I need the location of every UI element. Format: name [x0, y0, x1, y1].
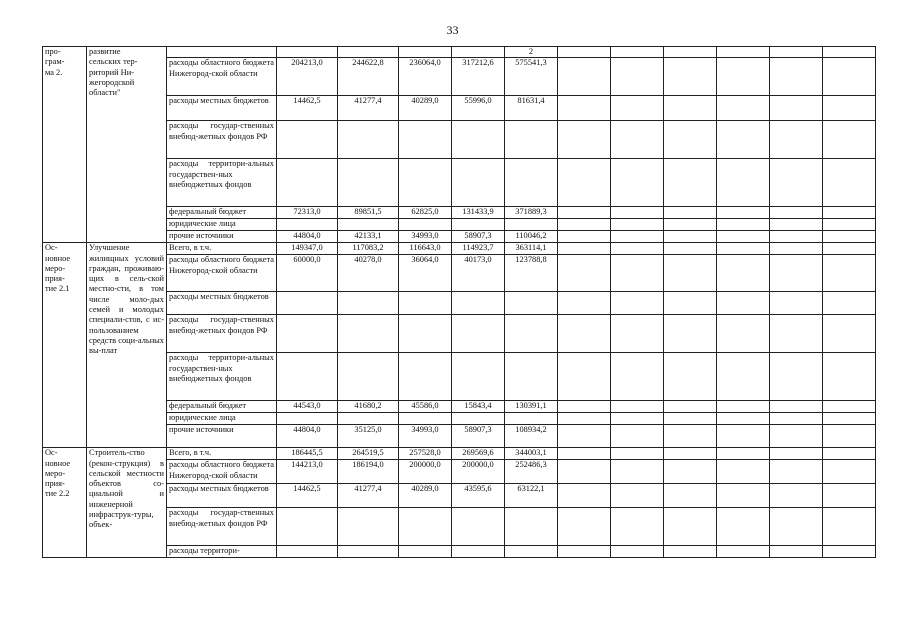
- empty-cell: [823, 484, 876, 508]
- value-cell: [452, 413, 505, 425]
- value-cell: [452, 508, 505, 546]
- empty-cell: [558, 448, 611, 460]
- empty-cell: [558, 413, 611, 425]
- empty-cell: [770, 207, 823, 219]
- empty-cell: [823, 159, 876, 207]
- empty-cell: [823, 47, 876, 58]
- value-cell: [505, 508, 558, 546]
- source-name: Всего, в т.ч.: [167, 448, 277, 460]
- empty-cell: [717, 159, 770, 207]
- empty-cell: [717, 448, 770, 460]
- source-name: расходы государ-ственных внебюд-жетных фондов РФ: [167, 315, 277, 353]
- value-cell: 252486,3: [505, 460, 558, 484]
- empty-cell: [664, 413, 717, 425]
- source-name: расходы местных бюджетов: [167, 96, 277, 121]
- value-cell: [452, 315, 505, 353]
- empty-cell: [558, 243, 611, 255]
- empty-cell: [611, 159, 664, 207]
- value-cell: 40173,0: [452, 255, 505, 292]
- source-name: федеральный бюджет: [167, 207, 277, 219]
- empty-cell: [664, 484, 717, 508]
- measure-label: Ос- новное меро- прия- тие 2.2: [43, 448, 87, 558]
- empty-cell: [664, 546, 717, 558]
- empty-cell: [770, 47, 823, 58]
- empty-cell: [558, 207, 611, 219]
- empty-cell: [823, 401, 876, 413]
- value-cell: [338, 546, 399, 558]
- empty-cell: [611, 315, 664, 353]
- table-row: [43, 413, 876, 425]
- source-name: расходы областного бюджета Нижегород-ской области: [167, 58, 277, 96]
- value-cell: [399, 47, 452, 58]
- empty-cell: [823, 546, 876, 558]
- value-cell: 81631,4: [505, 96, 558, 121]
- source-name: юридические лица: [167, 413, 277, 425]
- empty-cell: [664, 401, 717, 413]
- source-name: федеральный бюджет: [167, 401, 277, 413]
- empty-cell: [664, 353, 717, 401]
- value-cell: [505, 292, 558, 315]
- empty-cell: [664, 292, 717, 315]
- value-cell: [277, 508, 338, 546]
- empty-cell: [664, 425, 717, 448]
- value-cell: [505, 413, 558, 425]
- empty-cell: [558, 159, 611, 207]
- source-name: расходы местных бюджетов: [167, 484, 277, 508]
- empty-cell: [558, 546, 611, 558]
- empty-cell: [770, 243, 823, 255]
- value-cell: [399, 159, 452, 207]
- empty-cell: [717, 219, 770, 231]
- empty-cell: [770, 401, 823, 413]
- source-name: расходы местных бюджетов: [167, 292, 277, 315]
- empty-cell: [770, 292, 823, 315]
- value-cell: 114923,7: [452, 243, 505, 255]
- empty-cell: [823, 231, 876, 243]
- table-row: [43, 255, 876, 292]
- empty-cell: [558, 58, 611, 96]
- page-number: 33: [446, 23, 459, 37]
- empty-cell: [611, 401, 664, 413]
- value-cell: 41277,4: [338, 96, 399, 121]
- value-cell: [338, 219, 399, 231]
- empty-cell: [717, 546, 770, 558]
- table-row: [43, 292, 876, 315]
- empty-cell: [611, 255, 664, 292]
- value-cell: 14462,5: [277, 484, 338, 508]
- value-cell: 131433,9: [452, 207, 505, 219]
- empty-cell: [823, 292, 876, 315]
- empty-cell: [823, 460, 876, 484]
- source-name: расходы областного бюджета Нижегород-ской области: [167, 255, 277, 292]
- empty-cell: [664, 315, 717, 353]
- empty-cell: [558, 401, 611, 413]
- value-cell: 89851,5: [338, 207, 399, 219]
- empty-cell: [717, 353, 770, 401]
- empty-cell: [558, 508, 611, 546]
- value-cell: [399, 121, 452, 159]
- empty-cell: [770, 58, 823, 96]
- value-cell: 317212,6: [452, 58, 505, 96]
- empty-cell: [611, 460, 664, 484]
- empty-cell: [664, 47, 717, 58]
- value-cell: 58907,3: [452, 425, 505, 448]
- value-cell: 575541,3: [505, 58, 558, 96]
- source-name: расходы территори-: [167, 546, 277, 558]
- value-cell: [452, 121, 505, 159]
- empty-cell: [770, 448, 823, 460]
- value-cell: [452, 159, 505, 207]
- value-cell: [277, 292, 338, 315]
- value-cell: 236064,0: [399, 58, 452, 96]
- value-cell: 36064,0: [399, 255, 452, 292]
- empty-cell: [558, 47, 611, 58]
- value-cell: [399, 413, 452, 425]
- value-cell: 130391,1: [505, 401, 558, 413]
- value-cell: 44543,0: [277, 401, 338, 413]
- empty-cell: [770, 425, 823, 448]
- empty-cell: [717, 231, 770, 243]
- empty-cell: [717, 292, 770, 315]
- empty-cell: [823, 448, 876, 460]
- value-cell: 62825,0: [399, 207, 452, 219]
- source-name: расходы территори-альных государствен-ных внебюджетных фондов: [167, 353, 277, 401]
- table-row: [43, 47, 876, 58]
- empty-cell: [823, 315, 876, 353]
- empty-cell: [558, 353, 611, 401]
- empty-cell: [717, 207, 770, 219]
- value-cell: [452, 47, 505, 58]
- source-name: прочие источники: [167, 231, 277, 243]
- table-row: [43, 448, 876, 460]
- empty-cell: [664, 58, 717, 96]
- empty-cell: [823, 58, 876, 96]
- empty-cell: [611, 231, 664, 243]
- value-cell: 257528,0: [399, 448, 452, 460]
- value-cell: 2: [505, 47, 558, 58]
- empty-cell: [823, 255, 876, 292]
- empty-cell: [770, 460, 823, 484]
- value-cell: [338, 47, 399, 58]
- empty-cell: [717, 460, 770, 484]
- table-row: [43, 231, 876, 243]
- value-cell: 34993,0: [399, 425, 452, 448]
- source-name: расходы территори-альных государствен-ных внебюджетных фондов: [167, 159, 277, 207]
- value-cell: 117083,2: [338, 243, 399, 255]
- empty-cell: [717, 484, 770, 508]
- empty-cell: [717, 315, 770, 353]
- value-cell: 44804,0: [277, 231, 338, 243]
- value-cell: [338, 121, 399, 159]
- value-cell: [399, 508, 452, 546]
- value-cell: 269569,6: [452, 448, 505, 460]
- value-cell: 41277,4: [338, 484, 399, 508]
- empty-cell: [558, 255, 611, 292]
- empty-cell: [558, 425, 611, 448]
- empty-cell: [823, 207, 876, 219]
- table-row: [43, 207, 876, 219]
- value-cell: [452, 546, 505, 558]
- table-row: [43, 58, 876, 96]
- value-cell: 35125,0: [338, 425, 399, 448]
- value-cell: [338, 413, 399, 425]
- value-cell: [277, 353, 338, 401]
- value-cell: 108934,2: [505, 425, 558, 448]
- value-cell: 186194,0: [338, 460, 399, 484]
- value-cell: [338, 353, 399, 401]
- value-cell: [277, 413, 338, 425]
- empty-cell: [558, 315, 611, 353]
- empty-cell: [823, 508, 876, 546]
- empty-cell: [664, 219, 717, 231]
- empty-cell: [611, 292, 664, 315]
- empty-cell: [611, 96, 664, 121]
- empty-cell: [611, 425, 664, 448]
- empty-cell: [611, 353, 664, 401]
- empty-cell: [770, 413, 823, 425]
- empty-cell: [558, 231, 611, 243]
- empty-cell: [823, 413, 876, 425]
- empty-cell: [611, 546, 664, 558]
- measure-title: развитие сельских тер- риторий Ни- жегородской области": [87, 47, 167, 243]
- empty-cell: [823, 353, 876, 401]
- empty-cell: [664, 207, 717, 219]
- empty-cell: [717, 401, 770, 413]
- value-cell: 264519,5: [338, 448, 399, 460]
- value-cell: 149347,0: [277, 243, 338, 255]
- budget-table: [42, 46, 876, 558]
- table-row: [43, 315, 876, 353]
- source-name: расходы государ-ственных внебюд-жетных фондов РФ: [167, 508, 277, 546]
- source-name: Всего, в т.ч.: [167, 243, 277, 255]
- value-cell: [399, 292, 452, 315]
- value-cell: [399, 546, 452, 558]
- value-cell: 43595,6: [452, 484, 505, 508]
- value-cell: [277, 315, 338, 353]
- value-cell: 40289,0: [399, 96, 452, 121]
- value-cell: [505, 219, 558, 231]
- value-cell: [452, 292, 505, 315]
- value-cell: [338, 159, 399, 207]
- empty-cell: [770, 255, 823, 292]
- value-cell: [277, 121, 338, 159]
- source-name: расходы областного бюджета Нижегород-ской области: [167, 460, 277, 484]
- value-cell: 40289,0: [399, 484, 452, 508]
- empty-cell: [664, 231, 717, 243]
- value-cell: 200000,0: [452, 460, 505, 484]
- empty-cell: [770, 121, 823, 159]
- value-cell: 200000,0: [399, 460, 452, 484]
- table-row: [43, 219, 876, 231]
- source-name: юридические лица: [167, 219, 277, 231]
- empty-cell: [770, 315, 823, 353]
- value-cell: 123788,8: [505, 255, 558, 292]
- empty-cell: [558, 292, 611, 315]
- value-cell: 204213,0: [277, 58, 338, 96]
- value-cell: 116643,0: [399, 243, 452, 255]
- table-row: [43, 508, 876, 546]
- table-row: [43, 546, 876, 558]
- value-cell: [277, 219, 338, 231]
- value-cell: 371889,3: [505, 207, 558, 219]
- empty-cell: [717, 47, 770, 58]
- value-cell: 42133,1: [338, 231, 399, 243]
- value-cell: 58907,3: [452, 231, 505, 243]
- table-row: [43, 243, 876, 255]
- empty-cell: [717, 255, 770, 292]
- empty-cell: [823, 96, 876, 121]
- value-cell: [338, 292, 399, 315]
- empty-cell: [770, 508, 823, 546]
- empty-cell: [664, 243, 717, 255]
- empty-cell: [558, 121, 611, 159]
- value-cell: [505, 159, 558, 207]
- value-cell: [452, 219, 505, 231]
- value-cell: 244622,8: [338, 58, 399, 96]
- empty-cell: [823, 121, 876, 159]
- empty-cell: [611, 413, 664, 425]
- value-cell: 40278,0: [338, 255, 399, 292]
- empty-cell: [611, 47, 664, 58]
- empty-cell: [717, 413, 770, 425]
- value-cell: 14462,5: [277, 96, 338, 121]
- value-cell: [505, 546, 558, 558]
- empty-cell: [611, 508, 664, 546]
- empty-cell: [717, 508, 770, 546]
- value-cell: 344003,1: [505, 448, 558, 460]
- measure-title: Улучшение жилищных условий граждан, проживаю-щих в сель-ской местно-сти, в том числе моло-дых семей и молодых специали-стов, с ис-пользованием средств соци-альных вы-плат: [87, 243, 167, 448]
- table-row: [43, 96, 876, 121]
- empty-cell: [611, 484, 664, 508]
- empty-cell: [664, 460, 717, 484]
- empty-cell: [717, 58, 770, 96]
- value-cell: 144213,0: [277, 460, 338, 484]
- empty-cell: [558, 460, 611, 484]
- value-cell: 41680,2: [338, 401, 399, 413]
- empty-cell: [770, 231, 823, 243]
- table-row: [43, 484, 876, 508]
- empty-cell: [611, 448, 664, 460]
- source-name: прочие источники: [167, 425, 277, 448]
- empty-cell: [664, 121, 717, 159]
- empty-cell: [770, 96, 823, 121]
- value-cell: [277, 47, 338, 58]
- value-cell: [505, 121, 558, 159]
- empty-cell: [823, 243, 876, 255]
- measure-label: про- грам- ма 2.: [43, 47, 87, 243]
- empty-cell: [558, 96, 611, 121]
- measure-title: Строитель-ство (рекон-струкция) в сельской местности объектов со-циальной и инженерной инфраструк-туры, объек-: [87, 448, 167, 558]
- empty-cell: [664, 255, 717, 292]
- empty-cell: [770, 159, 823, 207]
- empty-cell: [611, 243, 664, 255]
- empty-cell: [611, 207, 664, 219]
- table-row: [43, 353, 876, 401]
- value-cell: [338, 508, 399, 546]
- empty-cell: [770, 353, 823, 401]
- value-cell: [399, 219, 452, 231]
- empty-cell: [664, 508, 717, 546]
- empty-cell: [717, 121, 770, 159]
- empty-cell: [770, 484, 823, 508]
- source-name: расходы государ-ственных внебюд-жетных фондов РФ: [167, 121, 277, 159]
- value-cell: 72313,0: [277, 207, 338, 219]
- empty-cell: [717, 243, 770, 255]
- value-cell: 45586,0: [399, 401, 452, 413]
- value-cell: [277, 546, 338, 558]
- empty-cell: [558, 219, 611, 231]
- empty-cell: [664, 96, 717, 121]
- value-cell: 55996,0: [452, 96, 505, 121]
- table-row: [43, 159, 876, 207]
- table-row: [43, 121, 876, 159]
- value-cell: [399, 353, 452, 401]
- value-cell: [505, 353, 558, 401]
- empty-cell: [770, 219, 823, 231]
- source-name: [167, 47, 277, 58]
- value-cell: 110046,2: [505, 231, 558, 243]
- table-row: [43, 425, 876, 448]
- value-cell: 63122,1: [505, 484, 558, 508]
- value-cell: 15843,4: [452, 401, 505, 413]
- empty-cell: [611, 58, 664, 96]
- empty-cell: [611, 121, 664, 159]
- empty-cell: [823, 425, 876, 448]
- empty-cell: [558, 484, 611, 508]
- empty-cell: [664, 448, 717, 460]
- empty-cell: [611, 219, 664, 231]
- value-cell: 186445,5: [277, 448, 338, 460]
- empty-cell: [717, 96, 770, 121]
- value-cell: 363114,1: [505, 243, 558, 255]
- value-cell: 34993,0: [399, 231, 452, 243]
- value-cell: [505, 315, 558, 353]
- value-cell: 44804,0: [277, 425, 338, 448]
- value-cell: [277, 159, 338, 207]
- empty-cell: [717, 425, 770, 448]
- table-row: [43, 401, 876, 413]
- value-cell: 60000,0: [277, 255, 338, 292]
- value-cell: [338, 315, 399, 353]
- value-cell: [399, 315, 452, 353]
- measure-label: Ос- новное меро- прия- тие 2.1: [43, 243, 87, 448]
- empty-cell: [770, 546, 823, 558]
- value-cell: [452, 353, 505, 401]
- empty-cell: [664, 159, 717, 207]
- empty-cell: [823, 219, 876, 231]
- table-row: [43, 460, 876, 484]
